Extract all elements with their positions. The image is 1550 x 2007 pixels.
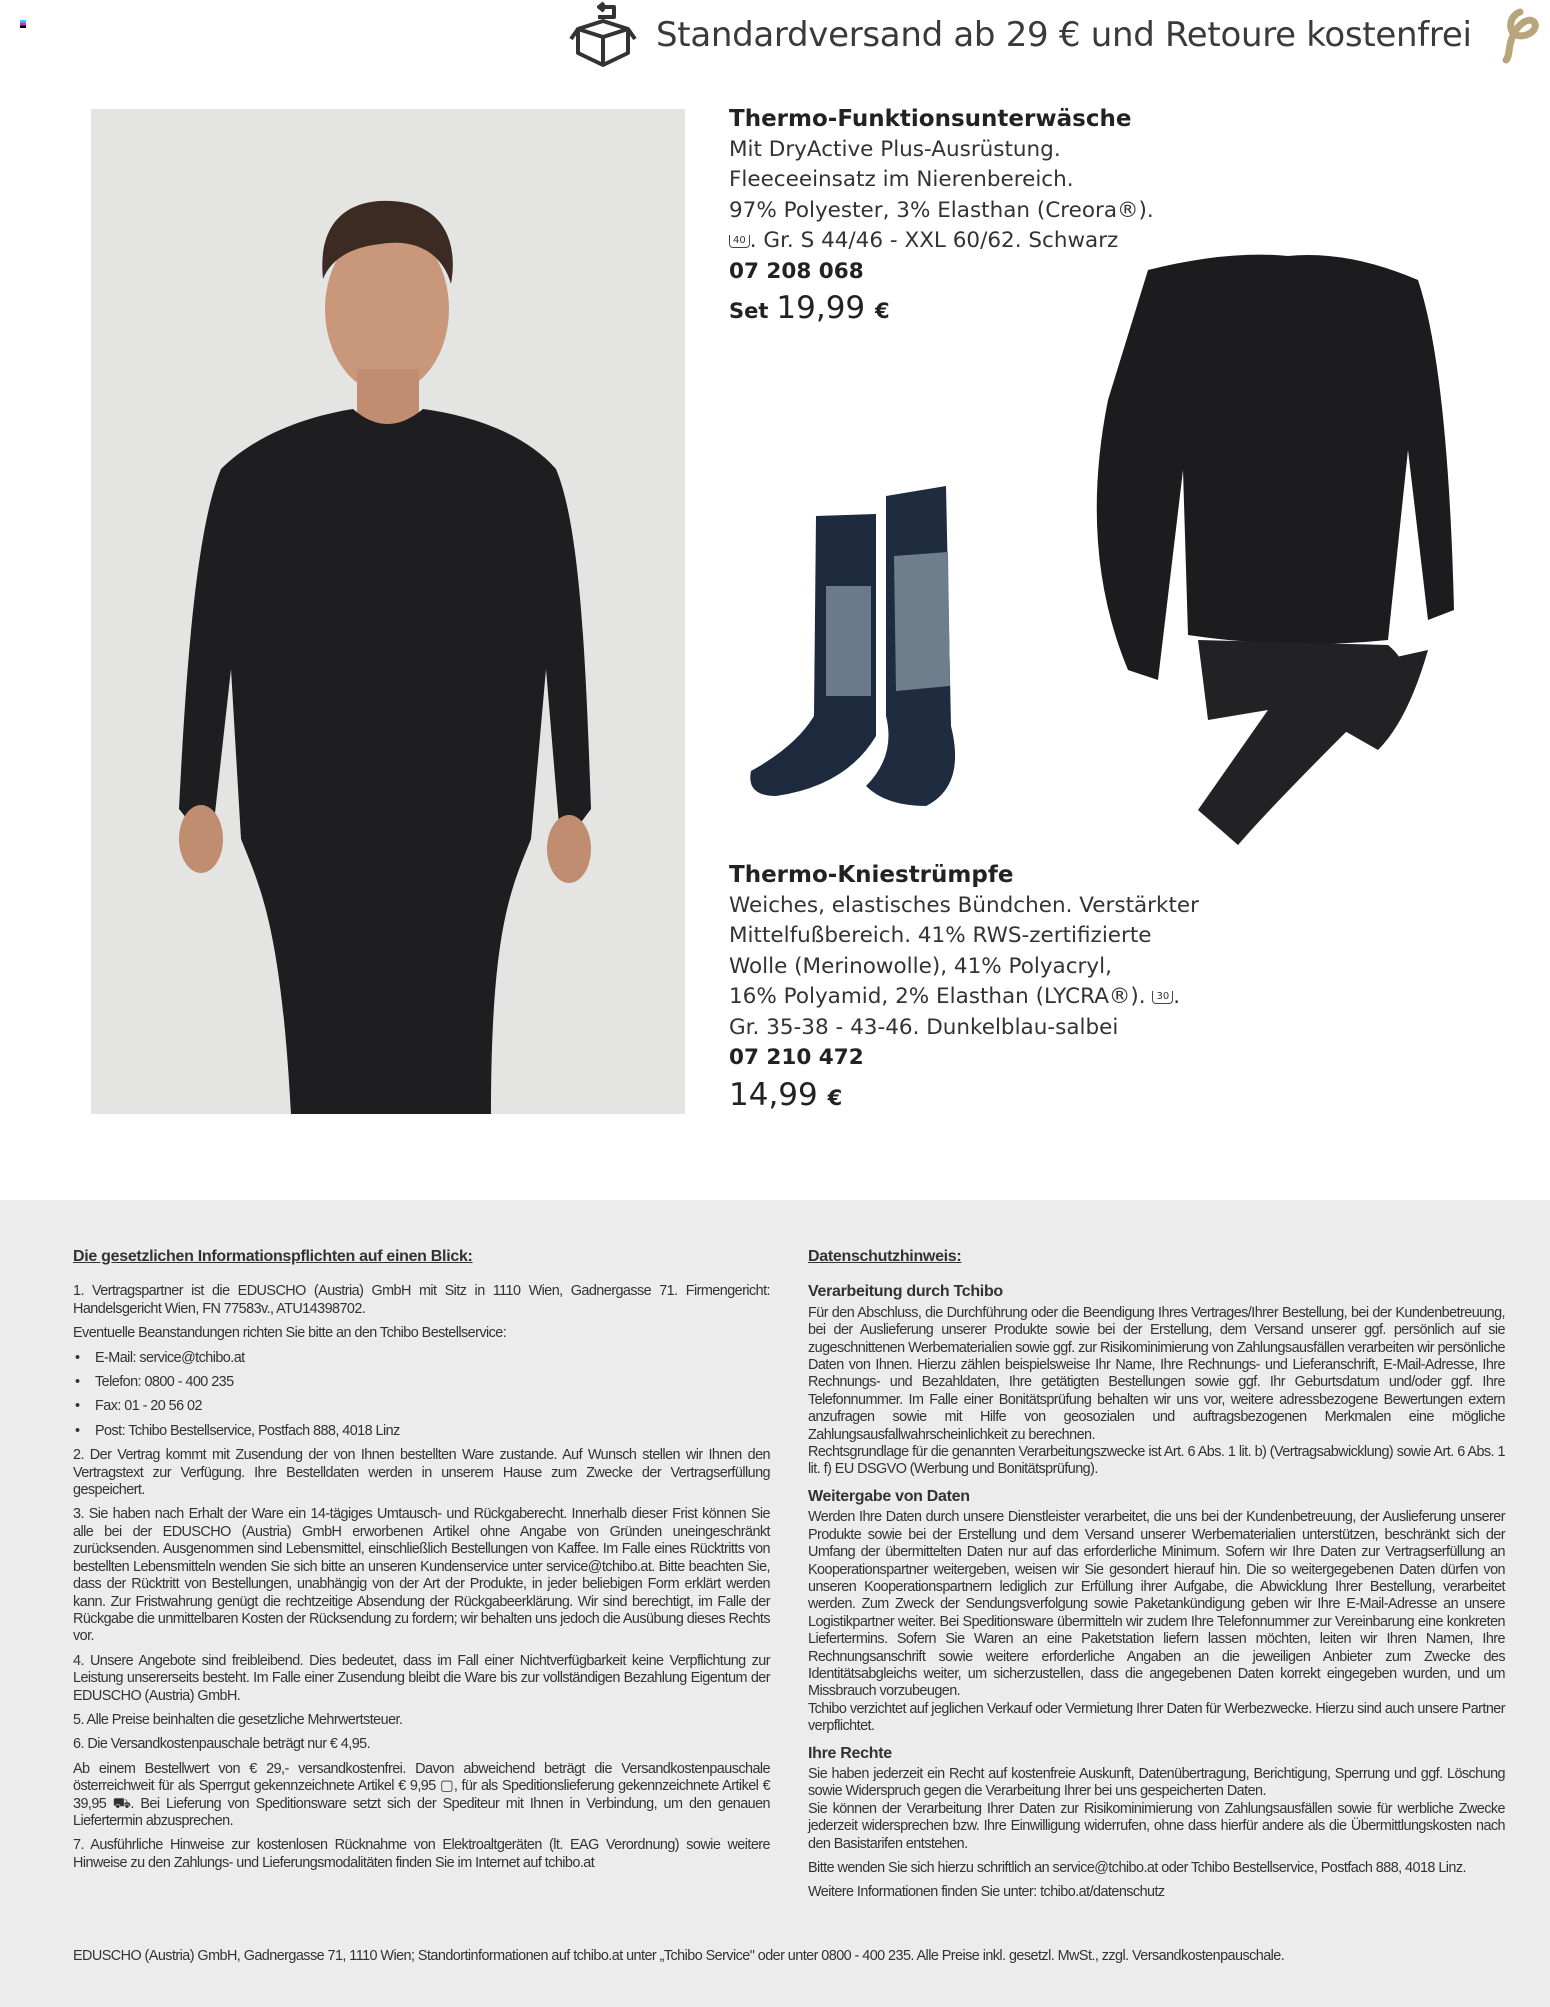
product-size-color: Gr. 35-38 - 43-46. Dunkelblau-salbei bbox=[729, 1014, 1119, 1040]
bulky-goods-icon: ▢ bbox=[439, 1778, 454, 1795]
privacy-heading: Datenschutzhinweis: bbox=[808, 1248, 962, 1265]
wash-30-icon: 30 bbox=[1152, 991, 1173, 1004]
contact-list bbox=[73, 1350, 770, 1441]
thermal-set-image bbox=[1088, 250, 1460, 846]
tchibo-logo-icon bbox=[1490, 6, 1548, 64]
legal-heading: Die gesetzlichen Informationspflichten auf einen Blick: bbox=[73, 1248, 473, 1265]
product-desc-line: Weiches, elastisches Bündchen. Verstärkter bbox=[729, 892, 1199, 918]
privacy-paragraph: Werden Ihre Daten durch unsere Dienstleister verarbeitet, die uns bei der Kundenbetreuung, der Auslieferung unserer Produkte sowie bei der Erstellung und dem Versand unserer Werbematerialien unterstützen, beschränkt sich der Umfang der übermittelten Daten nur auf das erforderliche Minimum. Sofern wir Ihre Daten zur Vertragserfüllung an Kooperationspartner weitergeben, weisen wir Sie gesondert hierauf hin. Die so weitergegebenen Daten dürfen von unseren Kooperationspartnern lediglich zur Erfüllung ihrer Aufgabe, die Abwicklung Ihrer Bestellung, verarbeitet werden. Zum Zweck der Sendungsverfolgung sowie Paketankündigung geben wir Ihre E-Mail-Adresse an unsere Logistikpartner weiter. Bei Speditionsware übermitteln wir zudem Ihre Telefonnummer zur Vereinbarung eine konkreten Liefertermins. Sofern Sie Waren an eine Paketstation liefern lassen möchten, leiten wir Ihren Namen, Ihre Rechnungsanschrift sowie weitere erforderliche Angaben an die jeweiligen Anbieter zum Zwecke des Identitätsabgleichs weiter, um sicherzustellen, dass die angegebenen Daten korrekt eingegeben wurden, und um Missbrauch vorzubeugen. bbox=[808, 1509, 1505, 1700]
currency: € bbox=[827, 1085, 843, 1110]
product-desc-line: Mit DryActive Plus-Ausrüstung. bbox=[729, 136, 1061, 162]
knee-socks-image bbox=[736, 486, 1012, 814]
punctuation: . bbox=[1173, 984, 1181, 1009]
legal-paragraph: 3. Sie haben nach Erhalt der Ware ein 14-tägiges Umtausch- und Rückgaberecht. Innerhalb dieser Frist können Sie alle bei der EDUSCHO (Austria) GmbH erworbenen Artikel ohne Angabe von Gründen uneingeschränkt zurücksenden. Ausgenommen sind Lebensmittel, einschließlich Bestellungen von Kaffee. Im Falle eines Rücktritts von bestellten Lebensmitteln wenden Sie sich bitte an unseren Kundenservice unter service@tchibo.at. Bitte beachten Sie, dass der Rücktritt von Bestellungen, unabhängig von der Art der Produkte, in jeder beliebigen Form erklärt werden kann. Zur Fristwahrung genügt die rechtzeitige Absendung der Rückgabeerklärung. Wir sind berechtigt, im Falle der Rückgabe die unmittelbaren Kosten der Rücksendung zu fordern; wir behalten uns jedoch die Ausübung dieses Rechts vor. bbox=[73, 1506, 770, 1645]
privacy-paragraph: Tchibo verzichtet auf jeglichen Verkauf oder Vermietung Ihrer Daten für Werbezwecke. Hierzu sind auch unsere Partner verpflichtet. bbox=[808, 1700, 1505, 1735]
product-price bbox=[729, 1076, 1199, 1114]
product-title: Thermo-Funktionsunterwäsche bbox=[729, 106, 1132, 132]
article-number: 07 210 472 bbox=[729, 1045, 864, 1070]
privacy-paragraph: Sie haben jederzeit ein Recht auf kostenfreie Auskunft, Datenübertragung, Berichtigung, Sperrung und ggf. Löschung sowie Widerspruch gegen die Verarbeitung Ihrer bei uns gespeicherten Daten. bbox=[808, 1765, 1505, 1800]
product-desc-line: 16% Polyamid, 2% Elasthan (LYCRA®). bbox=[729, 984, 1146, 1009]
product-desc-line: Wolle (Merinowolle), 41% Polyacryl, bbox=[729, 953, 1112, 979]
wash-40-icon: 40 bbox=[729, 235, 750, 248]
privacy-paragraph: Rechtsgrundlage für die genannten Verarbeitungszwecke ist Art. 6 Abs. 1 lit. b) (Vertragsabwicklung) sowie Art. 6 Abs. 1 lit. f) EU DSGVO (Werbung und Bonitätsprüfung). bbox=[808, 1444, 1505, 1478]
model-photo bbox=[91, 109, 685, 1114]
print-color-mark bbox=[20, 20, 26, 28]
legal-paragraph bbox=[73, 1761, 770, 1831]
legal-paragraph: 2. Der Vertrag kommt mit Zusendung der von Ihnen bestellten Ware zustande. Auf Wunsch stellen wir Ihnen den Vertragstext zur Verfügung. Ihre Bestelldaten werden in unserem Hause zum Zwecke der Vertragserfüllung gespeichert. bbox=[73, 1447, 770, 1499]
contact-post: • Post: Tchibo Bestellservice, Postfach 888, 4018 Linz bbox=[73, 1423, 770, 1440]
price-value: 19,99 bbox=[776, 290, 866, 326]
legal-paragraph: 5. Alle Preise beinhalten die gesetzliche Mehrwertsteuer. bbox=[73, 1711, 403, 1728]
legal-paragraph: 7. Ausführliche Hinweise zur kostenlosen Rücknahme von Elektroaltgeräten (lt. EAG Verordnung) sowie weitere Hinweise zu den Zahlungs- und Lieferungsmodalitäten finden Sie im Internet auf tchibo.at bbox=[73, 1837, 770, 1871]
legal-paragraph: 1. Vertragspartner ist die EDUSCHO (Austria) GmbH mit Sitz in 1110 Wien, Gadnergasse 71. Firmengericht: Handelsgericht Wien, FN 77583v., ATU14398702. bbox=[73, 1283, 770, 1317]
product-socks-info bbox=[729, 860, 1199, 1113]
price-prefix: Set bbox=[729, 299, 769, 323]
legal-paragraph: Eventuelle Beanstandungen richten Sie bitte an den Tchibo Bestellservice: bbox=[73, 1325, 507, 1342]
privacy-paragraph: Bitte wenden Sie sich hierzu schriftlich an service@tchibo.at oder Tchibo Bestellservice, Postfach 888, 4018 Linz. bbox=[808, 1860, 1466, 1876]
article-number: 07 208 068 bbox=[729, 258, 864, 284]
legal-section bbox=[0, 1200, 1550, 2007]
privacy-paragraph: Für den Abschluss, die Durchführung oder die Beendigung Ihres Vertrages/Ihrer Bestellung, bei der Kundenbetreuung, bei der Auslieferung unserer Produkte sowie bei der Erstellung, dem Versand unserer ggf. persönlich auf sie zugeschnittenen Werbematerialien sowie ggf. zur Risikominimierung von Zahlungsausfällen verarbeiten wir persönliche Daten von Ihnen. Hierzu zählen beispielsweise Ihr Name, Ihre Rechnungs- und Lieferanschrift, E-Mail-Adresse, Ihre Rechnungs- und Bezahldaten, Ihre getätigten Bestellungen sowie ggf. Ihr Geburtsdatum und/oder ggf. Ihre Telefonnummer. Im Falle einer Bonitätsprüfung behalten wir uns vor, weitere adressbezogene Bewertungen extern anzufragen sowie mit Hilfe von geosozialen und auftragsbezogenen Merkmalen eine mögliche Zahlungsausfallwahrscheinlichkeit zu berechnen. bbox=[808, 1304, 1505, 1443]
contact-email: • E-Mail: service@tchibo.at bbox=[73, 1350, 770, 1367]
privacy-paragraph: Weitere Informationen finden Sie unter: tchibo.at/datenschutz bbox=[808, 1884, 1165, 1901]
privacy-subheading: Ihre Rechte bbox=[808, 1744, 892, 1762]
product-desc-line: Fleeceeinsatz im Nierenbereich. bbox=[729, 167, 1074, 192]
legal-paragraph: 6. Die Versandkostenpauschale beträgt nur € 4,95. bbox=[73, 1736, 371, 1753]
text: . Bei Lieferung von Speditionsware setzt sich der Spediteur mit Ihnen in Verbindung, um den genauen Liefertermin abzusprechen. bbox=[73, 1795, 771, 1829]
privacy-paragraph: Sie können der Verarbeitung Ihrer Daten zur Risikominimierung von Zahlungsausfällen sowie für werbliche Zwecke jederzeit widersprechen bzw. Ihre Einwilligung widerrufen, ohne dass hierfür andere als die Übermittlungskosten nach den Basistarifen entstehen. bbox=[808, 1800, 1505, 1852]
return-box-icon bbox=[568, 1, 638, 69]
product-desc-line: 97% Polyester, 3% Elasthan (Creora®). bbox=[729, 197, 1154, 223]
footer-imprint: EDUSCHO (Austria) GmbH, Gadnergasse 71, 1110 Wien; Standortinformationen auf tchibo.at unter „Tchibo Service" oder unter 0800 - 400 235. Alle Preise inkl. gesetzl. MwSt., zzgl. Versandkostenpauschale. bbox=[73, 1948, 1285, 1964]
legal-info-column bbox=[73, 1248, 770, 1879]
text: , für als Speditionslieferung gekennzeichnete Artikel € 39,95 bbox=[73, 1778, 771, 1812]
contact-fax: • Fax: 01 - 20 56 02 bbox=[73, 1398, 770, 1415]
banner-text: Standardversand ab 29 € und Retoure kostenfrei bbox=[656, 15, 1472, 55]
price-value: 14,99 bbox=[729, 1076, 818, 1113]
product-title: Thermo-Kniestrümpfe bbox=[729, 862, 1014, 888]
currency: € bbox=[875, 299, 890, 323]
product-desc-line: Mittelfußbereich. 41% RWS-zertifizierte bbox=[729, 923, 1152, 948]
privacy-subheading: Weitergabe von Daten bbox=[808, 1487, 970, 1505]
legal-paragraph: 4. Unsere Angebote sind freibleibend. Dies bedeutet, dass im Fall einer Nichtverfügbarkeit keine Verpflichtung zur Leistung unsererseits besteht. Im Falle einer Zusendung bleibt die Ware bis zur vollständigen Bezahlung Eigentum der EDUSCHO (Austria) GmbH. bbox=[73, 1652, 770, 1704]
privacy-subheading: Verarbeitung durch Tchibo bbox=[808, 1283, 1003, 1301]
text: Ab einem Bestellwert von € 29,- versandkostenfrei. Davon abweichend beträgt die Versandkostenpauschale österreichweit für als Sperrgut gekennzeichnete Artikel € 9,95 bbox=[73, 1760, 770, 1795]
privacy-column bbox=[808, 1248, 1505, 1909]
product-size-color: . Gr. S 44/46 - XXL 60/62. Schwarz bbox=[749, 228, 1119, 253]
freight-truck-icon: ⛟ bbox=[112, 1795, 131, 1812]
contact-phone: • Telefon: 0800 - 400 235 bbox=[73, 1374, 770, 1391]
shipping-banner bbox=[568, 0, 1548, 70]
